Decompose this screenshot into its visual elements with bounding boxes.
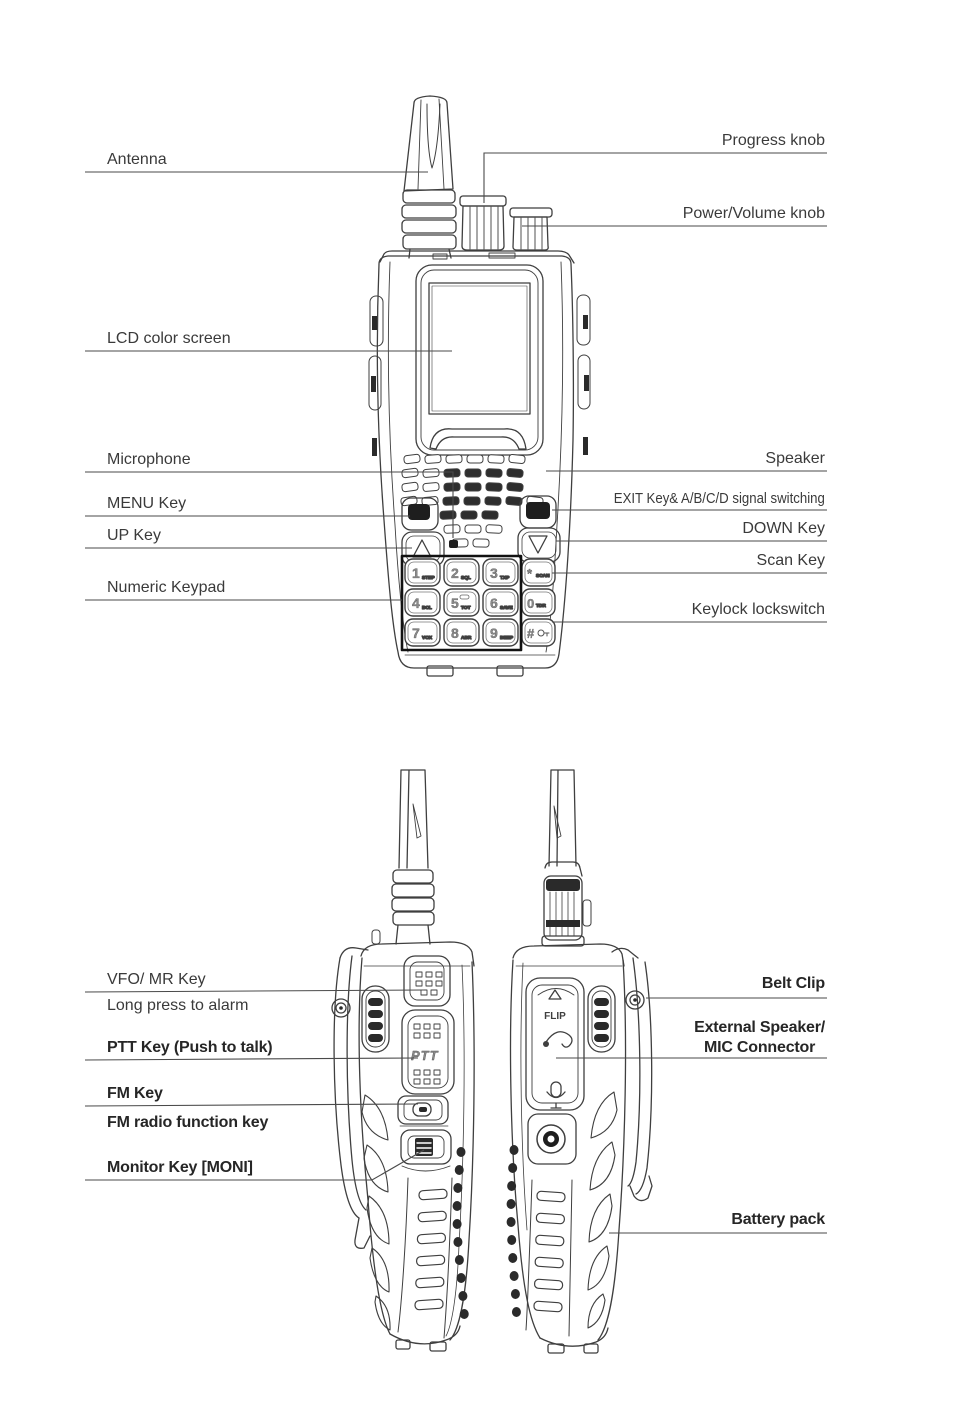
label-fm-key: FM Key bbox=[107, 1085, 163, 1102]
leader-lines bbox=[85, 153, 827, 1233]
label-numeric-keypad: Numeric Keypad bbox=[107, 579, 226, 596]
fm-key bbox=[398, 1096, 448, 1124]
svg-text:8: 8 bbox=[451, 625, 459, 641]
label-fm-key-sub: FM radio function key bbox=[107, 1114, 269, 1131]
svg-text:SAVE: SAVE bbox=[500, 606, 513, 611]
label-ext-speaker bbox=[694, 1018, 825, 1058]
label-ext-speaker-line1: External Speaker/ bbox=[694, 1019, 825, 1036]
grip-bumps-left bbox=[453, 1147, 469, 1319]
label-down-key: DOWN Key bbox=[742, 520, 825, 537]
svg-text:TXP: TXP bbox=[500, 576, 510, 581]
svg-text:ABR: ABR bbox=[461, 636, 472, 641]
down-key bbox=[518, 528, 560, 562]
svg-text:1: 1 bbox=[412, 565, 420, 581]
vfo-mr-key bbox=[404, 956, 450, 1006]
label-scan-key: Scan Key bbox=[756, 552, 825, 569]
battery-slots-left bbox=[415, 1189, 448, 1310]
speaker-grille bbox=[401, 454, 544, 547]
progress-knob bbox=[460, 196, 506, 250]
svg-text:6: 6 bbox=[490, 595, 498, 611]
svg-text:4: 4 bbox=[412, 595, 420, 611]
svg-text:BEEP: BEEP bbox=[500, 636, 514, 641]
lcd-screen bbox=[416, 265, 543, 455]
left-side-view bbox=[332, 770, 474, 1351]
label-antenna: Antenna bbox=[107, 151, 167, 168]
power-volume-knob bbox=[510, 208, 552, 250]
svg-text:5: 5 bbox=[451, 595, 459, 611]
battery-fins-left bbox=[362, 1095, 390, 1330]
svg-text:7: 7 bbox=[412, 625, 420, 641]
svg-text:SQL: SQL bbox=[461, 576, 471, 581]
label-power-volume-knob: Power/Volume knob bbox=[682, 205, 825, 222]
antenna-front bbox=[402, 96, 456, 258]
label-keylock: Keylock lockswitch bbox=[691, 601, 825, 618]
microphone-hole bbox=[449, 540, 458, 548]
flip-marking: FLIP bbox=[544, 1011, 566, 1022]
side-views-drawing bbox=[332, 770, 652, 1353]
front-view-drawing bbox=[369, 96, 590, 676]
svg-text:BCL: BCL bbox=[422, 606, 432, 611]
triangle-up-icon bbox=[413, 540, 431, 557]
svg-text:TDR: TDR bbox=[536, 604, 546, 609]
triangle-down-icon bbox=[529, 536, 547, 553]
svg-text:TOT: TOT bbox=[461, 606, 471, 611]
belt-clip-right bbox=[612, 948, 652, 1200]
svg-text:9: 9 bbox=[490, 625, 498, 641]
headset-icon bbox=[543, 1032, 572, 1047]
label-up-key: UP Key bbox=[107, 527, 161, 544]
flip-cover bbox=[526, 978, 584, 1110]
battery-slots-right bbox=[534, 1191, 566, 1312]
svg-text:SCAN: SCAN bbox=[536, 574, 550, 579]
ptt-key bbox=[402, 1010, 454, 1094]
label-menu-key: MENU Key bbox=[107, 495, 187, 512]
svg-text:*: * bbox=[527, 566, 533, 581]
svg-text:3: 3 bbox=[490, 565, 498, 581]
ptt-marking: PTT bbox=[411, 1048, 439, 1063]
label-progress-knob: Progress knob bbox=[721, 132, 825, 149]
label-microphone: Microphone bbox=[107, 451, 191, 468]
svg-text:#: # bbox=[527, 626, 535, 641]
svg-text:2: 2 bbox=[451, 565, 459, 581]
label-exit-key: EXIT Key& A/B/C/D signal switching bbox=[613, 490, 825, 507]
jack-connector bbox=[528, 1114, 576, 1164]
label-vfo-mr-sub: Long press to alarm bbox=[107, 997, 249, 1014]
triangle-up-icon bbox=[549, 990, 561, 999]
label-belt-clip: Belt Clip bbox=[761, 975, 825, 992]
label-ptt-key: PTT Key (Push to talk) bbox=[107, 1039, 273, 1056]
label-ext-speaker-line2: MIC Connector bbox=[703, 1039, 816, 1056]
numeric-keypad bbox=[405, 559, 555, 646]
svg-text:0: 0 bbox=[527, 596, 535, 611]
right-side-view bbox=[507, 770, 652, 1353]
label-lcd: LCD color screen bbox=[107, 330, 231, 347]
label-battery-pack: Battery pack bbox=[731, 1211, 825, 1228]
microphone-icon bbox=[547, 1082, 565, 1108]
svg-text:STEP: STEP bbox=[422, 576, 435, 581]
label-monitor-key: Monitor Key [MONI] bbox=[107, 1159, 253, 1176]
label-speaker: Speaker bbox=[765, 450, 825, 467]
label-vfo-mr-key: VFO/ MR Key bbox=[107, 971, 206, 988]
svg-text:VOX: VOX bbox=[422, 636, 433, 641]
